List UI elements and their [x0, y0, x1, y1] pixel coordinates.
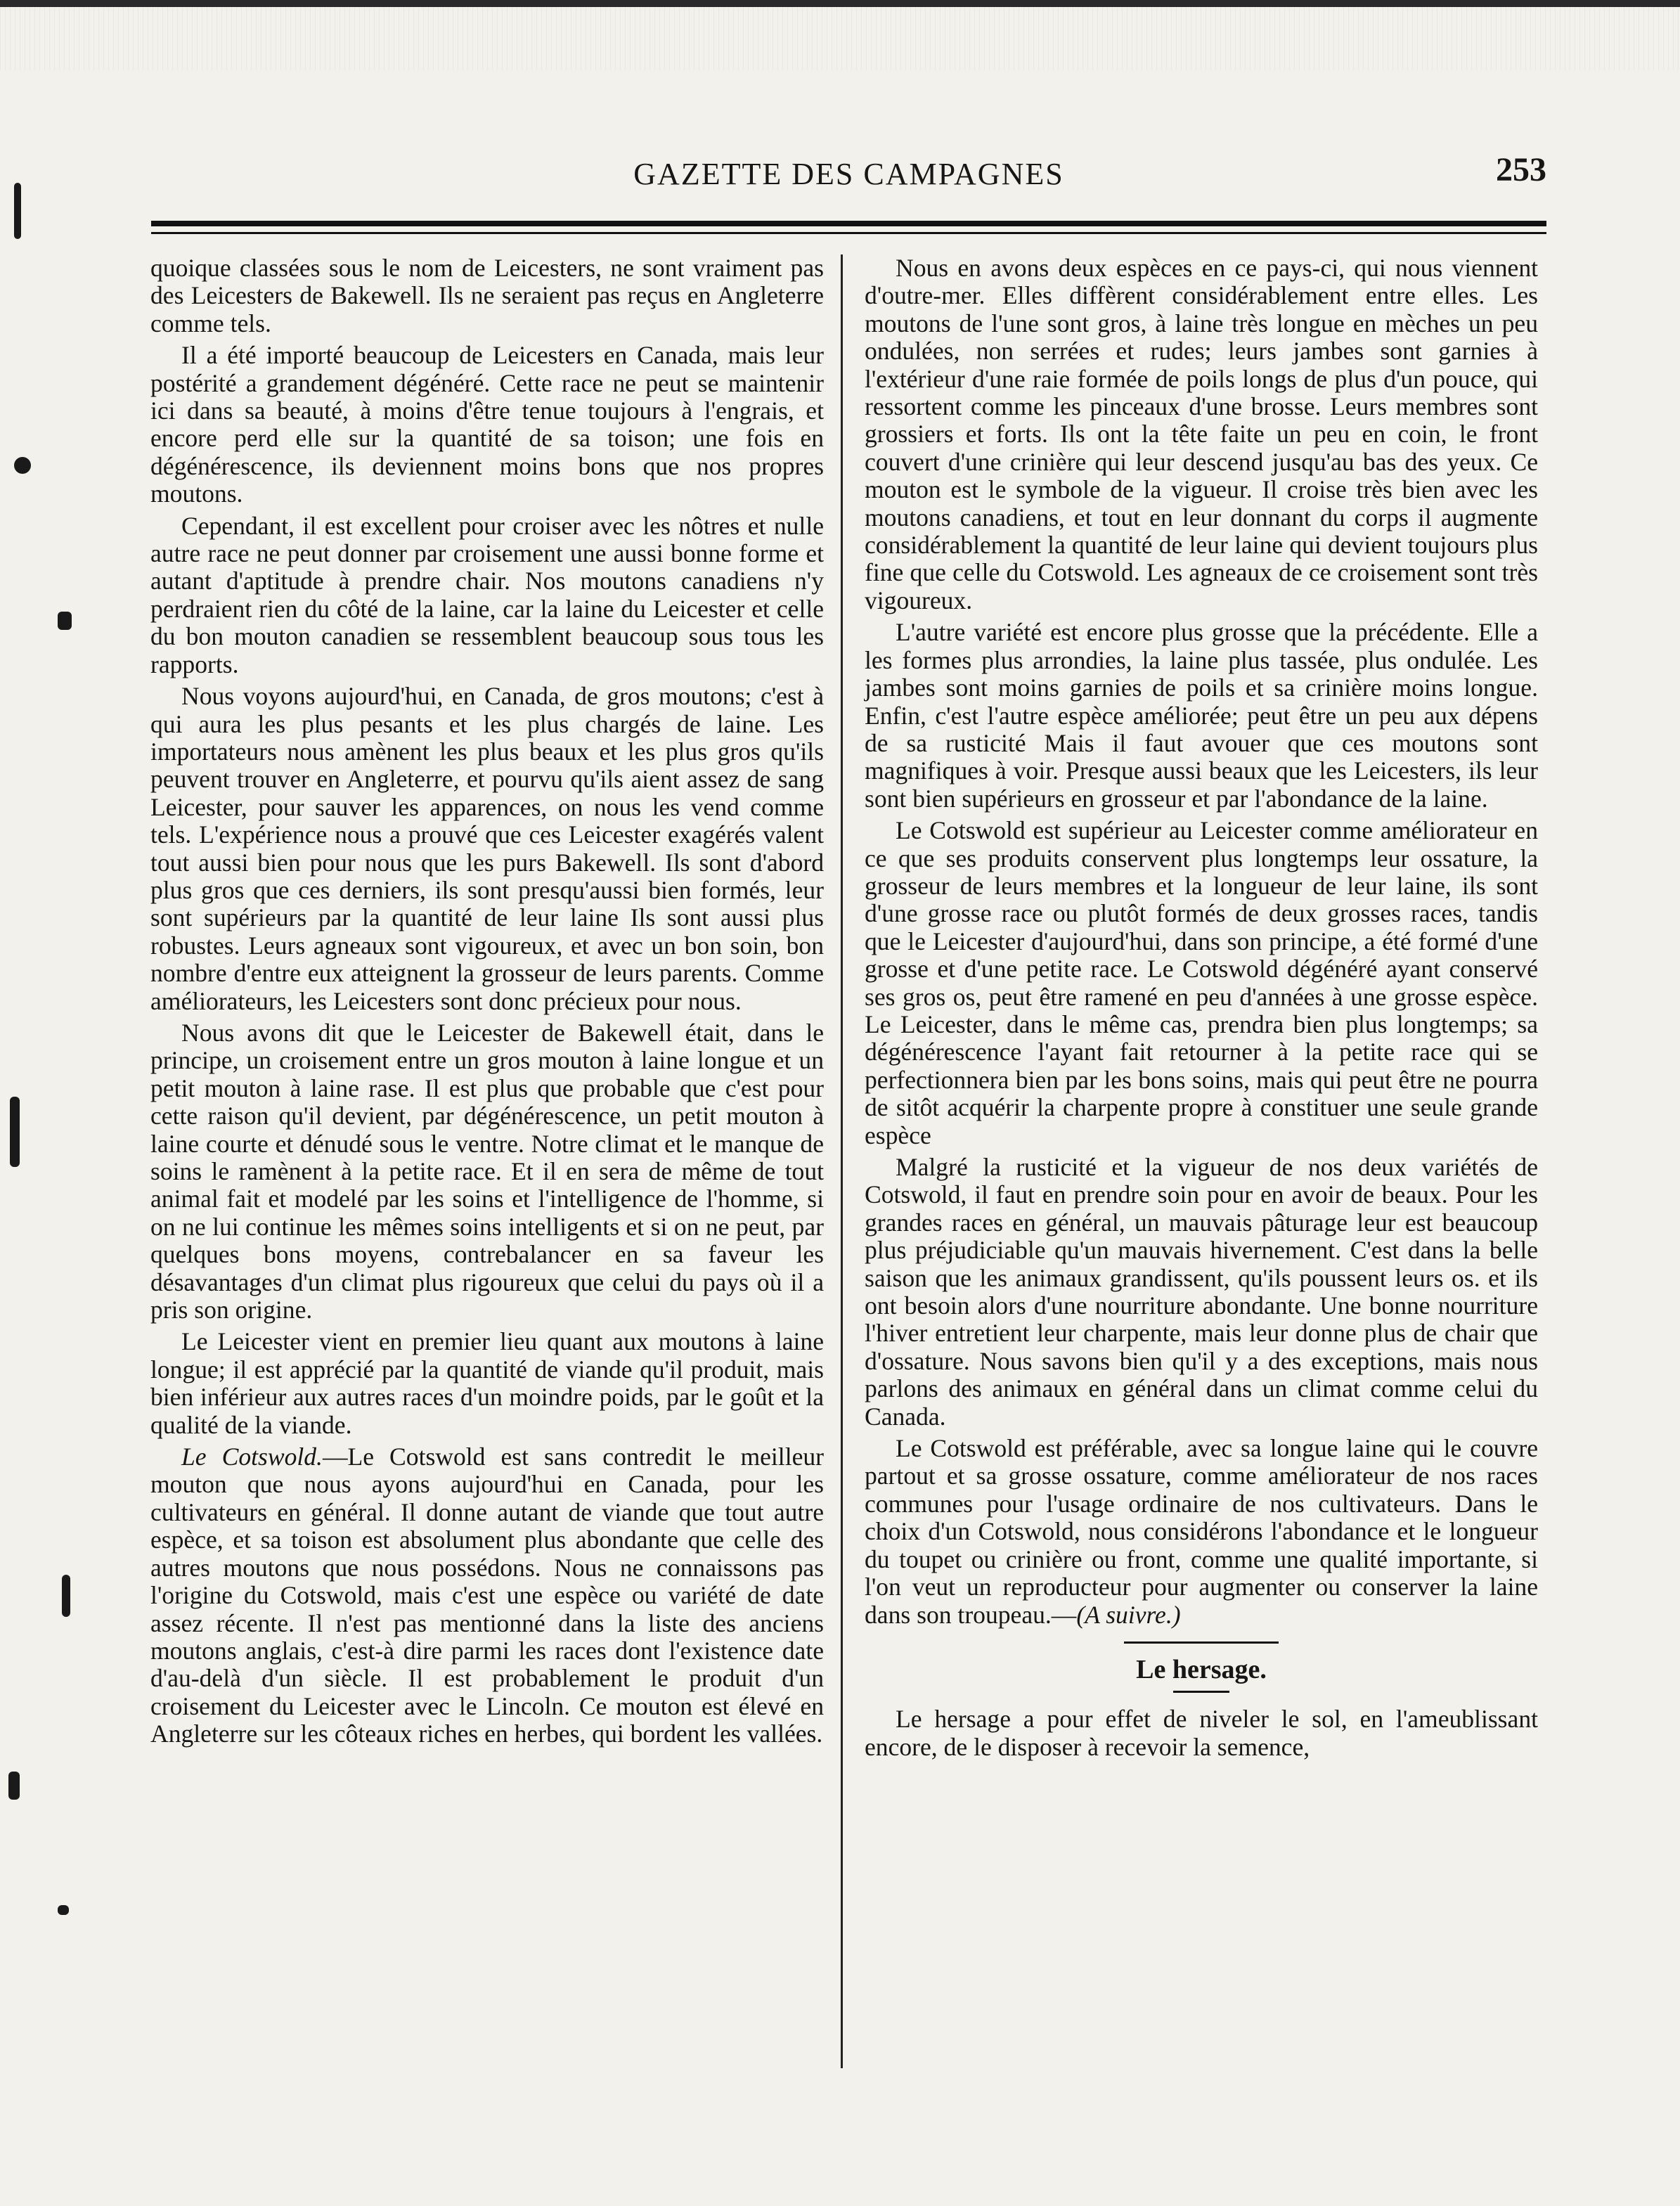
margin-mark — [8, 1772, 20, 1800]
cotswold-paragraph — [150, 1443, 824, 1748]
paragraph-text: Le Cotswold est préférable, avec sa longue laine qui le couvre partout et sa grosse ossature, comme améliorateur de nos races communes pour l'usage ordinaire de nos cultivateurs. Dans le choix d'un Cotswold, nous considérons l'abondance et le longueur du toupet ou crinière ou front, comme une qualité importante, si l'on veut un reproducteur pour augmenter ou conserver la laine dans son troupeau.— — [865, 1434, 1538, 1629]
paragraph: quoique classées sous le nom de Leicesters, ne sont vraiment pas des Leicesters de Bakewell. Ils ne seraient pas reçus en Angleterre comme tels. — [150, 254, 824, 337]
paragraph: Nous voyons aujourd'hui, en Canada, de gros moutons; c'est à qui aura les plus pesants et les plus chargés de laine. Les importateurs nous amènent les plus beaux et les plus gros qu'ils peuvent trouver en Angleterre, et pourvu qu'ils aient assez de sang Leicester, pour sauver les apparences, on nous les vend comme tels. L'expérience nous a prouvé que ces Leicester exagérés valent tout aussi bien pour nous que les purs Bakewell. Ils sont d'abord plus gros que ces derniers, ils sont presqu'aussi bien formés, leur sont supérieurs par la quantité de leur laine Ils sont aussi plus robustes. Leurs agneaux sont vigoureux, et avec un bon soin, bon nombre d'entre eux atteignent la grosseur de leurs parents. Comme améliorateurs, les Leicesters sont donc précieux pour nous. — [150, 682, 824, 1015]
scan-noise-band — [0, 7, 1680, 70]
left-column — [150, 254, 824, 1753]
cotswold-paragraph-text: —Le Cotswold est sans contredit le meilleur mouton que nous ayons aujourd'hui en Canada, pour les cultivateurs en général. Il donne autant de viande que tout autre espèce, et sa toison est absolument plus abondante que celle des autres moutons que nous possédons. Nous ne connaissons pas l'origine du Cotswold, mais c'est une espèce ou variété de date assez récente. Il n'est pas mentionné dans la liste des anciens moutons anglais, c'est-à dire parmi les races dont l'existence date d'au-delà d'un siècle. Il est probablement le produit d'un croisement du Leicester avec le Lincoln. Ce mouton est élevé en Angleterre sur les côteaux riches en herbes, qui bordent les vallées. — [150, 1443, 825, 1748]
margin-mark — [14, 457, 31, 474]
continuation-note: (A suivre.) — [1076, 1600, 1181, 1629]
header-rule-thin — [151, 232, 1546, 234]
paragraph: Malgré la rusticité et la vigueur de nos deux variétés de Cotswold, il faut en prendre soin pour en avoir de beaux. Pour les grandes races en général, un mauvais pâturage leur est beaucoup plus préjudiciable qu'un mauvais hivernement. C'est dans la belle saison que les animaux grandissent, qu'ils poussent leurs os. et ils ont besoin alors d'une nourriture abondante. Une bonne nourriture l'hiver entretient leur charpente, mais leur donne plus de chair que d'ossature. Nous savons bien qu'il y a des exceptions, mais nous parlons des animaux en général dans un climat comme celui du Canada. — [865, 1153, 1538, 1431]
section-title-rule — [1173, 1691, 1229, 1693]
cotswold-heading: Le Cotswold. — [181, 1443, 323, 1471]
right-column — [865, 254, 1538, 1765]
margin-mark — [14, 183, 21, 239]
header-rule-thick — [151, 221, 1546, 226]
section-title: Le hersage. — [1136, 1654, 1267, 1684]
margin-mark — [62, 1575, 70, 1617]
column-divider — [841, 254, 843, 2068]
paragraph: Cependant, il est excellent pour croiser avec les nôtres et nulle autre race ne peut donner par croisement une aussi bonne forme et autant d'aptitude à prendre chair. Nos moutons canadiens n'y perdraient rien du côté de la laine, car la laine du Leicester et celle du bon mouton canadien se ressemblent beaucoup sous tous les rapports. — [150, 511, 824, 678]
paragraph: L'autre variété est encore plus grosse que la précédente. Elle a les formes plus arrondies, la laine plus tassée, plus ondulée. Les jambes sont moins garnies de poils et sa crinière moins longue. Enfin, c'est l'autre espèce améliorée; peut être un peu aux dépens de sa rusticité Mais il faut avouer que ces moutons sont magnifiques à voir. Presque aussi beaux que les Leicesters, ils leur sont bien supérieurs en grosseur et par l'abondance de la laine. — [865, 618, 1538, 813]
left-margin-scan-marks — [0, 0, 84, 2206]
paragraph: Le hersage a pour effet de niveler le sol, en l'ameublissant encore, de le disposer à recevoir la semence, — [865, 1705, 1538, 1761]
scan-top-edge — [0, 0, 1680, 7]
paragraph: Le Cotswold est supérieur au Leicester comme améliorateur en ce que ses produits conservent plus longtemps leur ossature, la grosseur de leurs membres et la longueur de leur laine, ils sont d'une grosse race ou plutôt formés de deux grosses races, tandis que le Leicester d'aujourd'hui, dans son principe, a été formé d'une grosse et d'une petite race. Le Cotswold dégénéré ayant conservé ses gros os, peut être ramené en peu d'années à une grosse espèce. Le Leicester, dans le même cas, prendra bien plus longtemps; sa dégénérescence l'ayant fait retourner à la petite race qui se perfectionnera bien par les bons soins, mais qui peut être ne pourra de sitôt acquérir la charpente propre à constituer une seule grande espèce — [865, 816, 1538, 1149]
publication-title: GAZETTE DES CAMPAGNES — [633, 157, 1064, 191]
margin-mark — [58, 1905, 69, 1915]
paragraph-with-continuation — [865, 1435, 1538, 1629]
paragraph: Nous avons dit que le Leicester de Bakewell était, dans le principe, un croisement entre un gros mouton à laine longue et un petit mouton à laine rase. Il est plus que probable que c'est pour cette raison qu'il devient, par dégénérescence, un petit mouton à laine courte et dénudé sous le ventre. Notre climat et le manque de soins le ramènent à la petite race. Et il en sera de même de tout animal fait et modelé par les soins et l'intelligence de l'homme, si on ne lui continue les mêmes soins intelligents et si on ne peut, par quelques bons moyens, contrebalancer en sa faveur les désavantages d'un climat plus rigoureux que celui du pays où il a pris son origine. — [150, 1018, 824, 1324]
margin-mark — [58, 612, 72, 630]
paragraph: Nous en avons deux espèces en ce pays-ci, qui nous viennent d'outre-mer. Elles diffèrent considérablement entre elles. Les moutons de l'une sont gros, à laine très longue en mèches un peu ondulées, non serrées et rudes; leurs jambes sont garnies à l'extérieur d'une raie formée de poils longs de plus d'un pouce, qui ressortent comme les pinceaux d'une brosse. Leurs membres sont grossiers et forts. Ils ont la tête faite un peu en coin, le front couvert d'une crinière qui leur descend jusqu'au bas des yeux. Ce mouton est le symbole de la vigueur. Il croise très bien avec les moutons canadiens, et tout en leur donnant du corps il augmente considérablement la quantité de leur laine qui devient toujours plus fine que celle du Cotswold. Les agneaux de ce croisement sont très vigoureux. — [865, 254, 1538, 614]
page-header — [151, 151, 1546, 198]
paragraph: Il a été importé beaucoup de Leicesters en Canada, mais leur postérité a grandement dégénéré. Cette race ne peut se maintenir ici dans sa beauté, à moins d'être tenue toujours à l'engrais, et encore perd elle sur la quantité de sa toison; une fois en dégénérescence, ils deviennent moins bons que nos propres moutons. — [150, 341, 824, 508]
section-divider — [1124, 1641, 1279, 1644]
paragraph: Le Leicester vient en premier lieu quant aux moutons à laine longue; il est apprécié par la quantité de viande qu'il produit, mais bien inférieur aux autres races d'un moindre poids, par le goût et la qualité de la viande. — [150, 1327, 824, 1439]
margin-mark — [10, 1097, 20, 1167]
page-number: 253 — [1496, 151, 1546, 188]
